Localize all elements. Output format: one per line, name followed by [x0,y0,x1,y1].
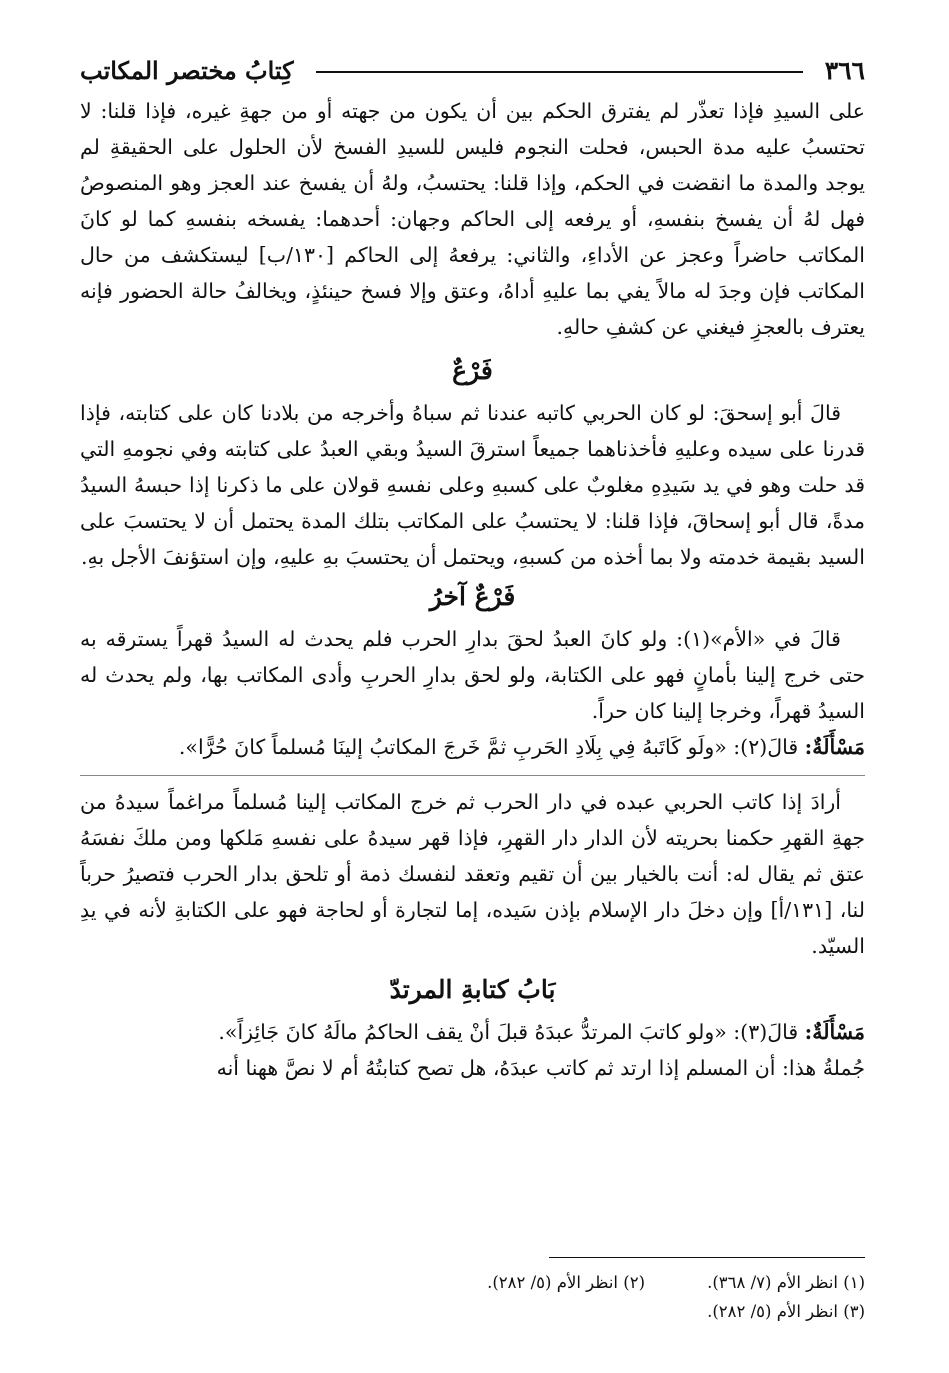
masala-label: مَسْأَلَةٌ: [804,735,865,759]
masala-paragraph [80,1014,865,1050]
masala-text: قالَ(٣): «ولو كاتبَ المرتدُّ عبدَهُ قبلَ أنْ يقف الحاكمُ مالَهُ كانَ جَائِزاً». [218,1020,805,1044]
section-heading: فَرْعٌ [452,356,493,385]
page-header [80,50,865,90]
footnote-3: (٣) انظر الأم (٥/ ٢٨٢). [707,1302,865,1321]
footnote-row [80,1297,865,1326]
running-title: كِتابُ مختصر المكاتب [80,55,294,85]
paragraph: أرادَ إذا كاتب الحربي عبده في دار الحرب ثم خرج المكاتب إلينا مُسلماً مراغماً سيدهُ من جهةِ القهرِ حكمنا بحريته لأن الدار دار القهرِ، فإذا قهر سيدهُ على نفسهِ مَلكها ومن ملكَ نفسَهُ عتق ثم يقال له: أنت بالخيار بين أن تقيم وتعقد لنفسك ذمة أو تلحق بدار الحرب فتصيرُ حرباً لنا، [١٣١/أ] وإن دخلَ دار الإسلام بإذن سَيده، إما لتجارة أو لحاجة فهو على الكتابةِ لأنه في يدِ السيّد. [80,790,865,958]
masala-text: قالَ(٢): «ولَو كَاتَبهُ فِي بِلَادِ الحَربِ ثمَّ خَرجَ المكاتبُ إلينَا مُسلماً كانَ حُرًّا». [178,735,805,759]
paragraph: على السيدِ فإذا تعذّر لم يفترق الحكم بين أن يكون من جهته أو من جهةِ غيره، فإذا قلنا: لا تحتسبُ عليه مدة الحبس، فحلت النجوم فليس للسيدِ الفسخ لأن الحلول على الحقيقةِ لم يوجد والمدة ما انقضت في الحكم، وإذا قلنا: يحتسبُ، ولهُ أن يفسخ عند العجز وهو المنصوصُ فهل لهُ أن يفسخ بنفسهِ، أو يرفعه إلى الحاكم وجهان: أحدهما: يفسخه بنفسهِ كما لو كانَ المكاتب حاضراً وعجز عن الأداءِ، والثاني: يرفعهُ إلى الحاكم [١٣٠/ب] ليستكشف من حال المكاتب فإن وجدَ له مالاً يفي بما عليهِ أداهُ، وعتق وإلا فسخ حينئذٍ، ويخالفُ حالة الحضور فإنه يعترف بالعجزِ فيغني عن كشفِ حالهِ. [80,99,865,339]
footnotes [80,1268,865,1326]
footnote-row [80,1268,865,1297]
separator-rule [80,775,865,776]
paragraph: قالَ أبو إسحقَ: لو كان الحربي كاتبه عندنا ثم سباهُ وأخرجه من بلادنا كان على كتابته، فإذا قدرنا على سيده وعليهِ فأخذناهما جميعاً استرقَ السيدُ وبقي العبدُ على كتابته وفي نجومهِ التي قد حلت وهو في يد سَيدِهِ مغلوبٌ على كسبهِ وعلى نفسهِ قولان على ما ذكرنا إذا حبسهُ السيدُ مدةً، قال أبو إسحاقَ، فإذا قلنا: لا يحتسبُ على المكاتب بتلك المدة يحتمل أن لا يحتسبَ على السيد بقيمة خدمته ولا بما أخذه من كسبهِ، ويحتمل أن يحتسبَ بهِ عليهِ، وإن استؤنفَ الأجل بهِ. [80,401,865,569]
page-number: ٣٦٦ [824,55,865,85]
main-text [80,93,865,1086]
masala-paragraph [80,729,865,765]
header-rule [316,71,803,73]
paragraph: قالَ في «الأم»(١): ولو كانَ العبدُ لحقَ بدارِ الحرب فلم يحدث له السيدُ قهراً يسترقه به حتى خرج إلينا بأمانٍ فهو على الكتابة، ولو لحق بدارِ الحربِ وأدى المكاتب بها، ولم يحدث له السيدُ قهراً، وخرجا إلينا كان حراً. [80,627,865,723]
paragraph: جُملةُ هذا: أن المسلم إذا ارتد ثم كاتب عبدَهُ، هل تصح كتابتُهُ أم لا نصَّ ههنا أنه [216,1056,865,1080]
footnote-2: (٢) انظر الأم (٥/ ٢٨٢). [487,1273,645,1292]
section-heading: فَرْعٌ آخرُ [429,582,516,611]
chapter-heading: بَابُ كتابةِ المرتدّ [389,975,556,1004]
footnote-1: (١) انظر الأم (٧/ ٣٦٨). [707,1273,865,1292]
masala-label: مَسْأَلَةٌ: [804,1020,865,1044]
footnote-rule [549,1257,865,1258]
